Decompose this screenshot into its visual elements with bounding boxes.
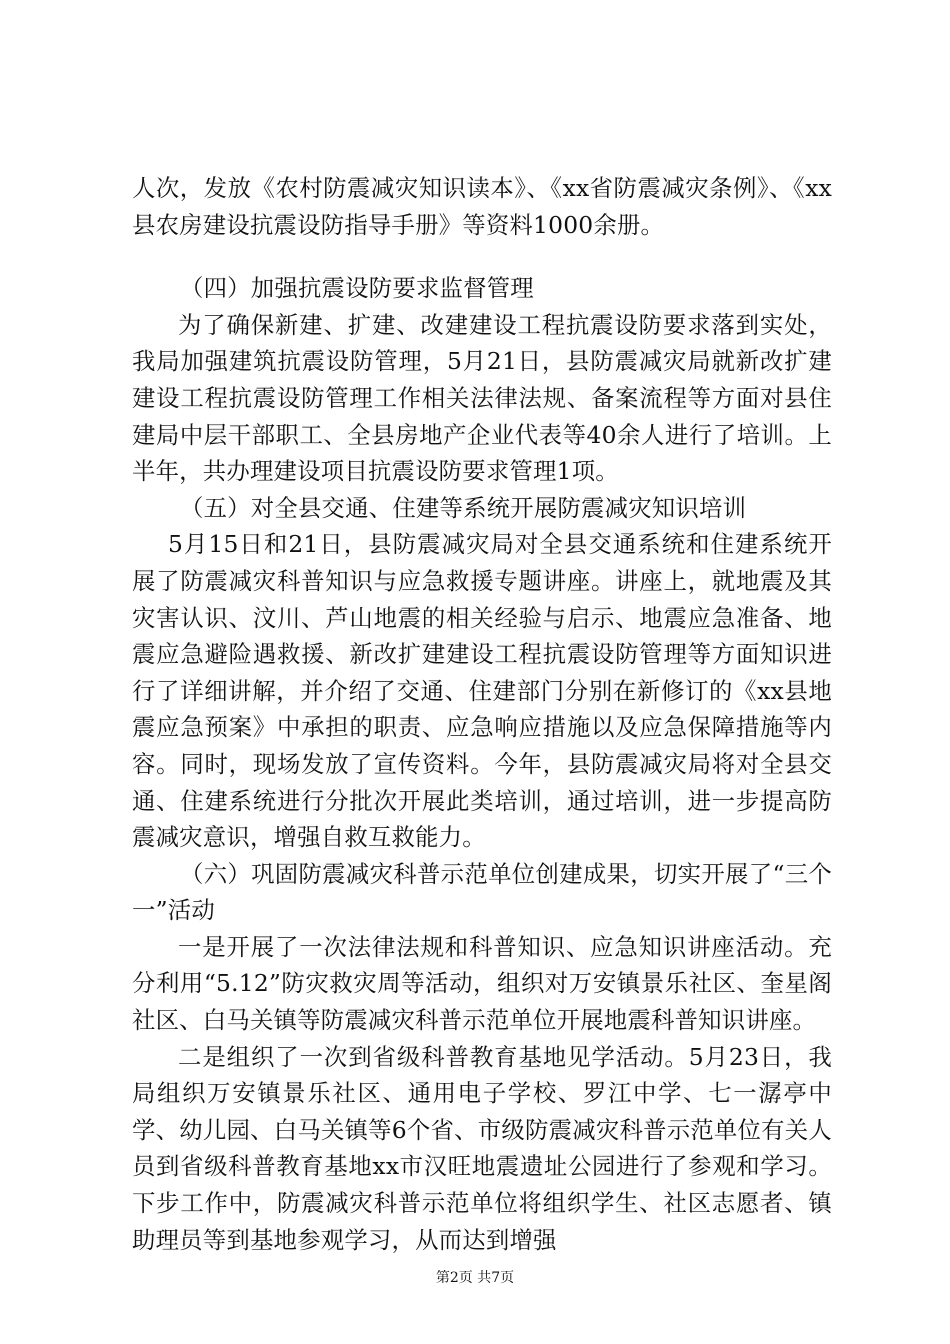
- paragraph-training: 5月15日和21日，县防震减灾局对全县交通系统和住建系统开展了防震减灾科普知识与应急救援专题讲座。讲座上，就地震及其灾害认识、汶川、芦山地震的相关经验与启示、地震应急准备、地震应急避险遇救援、新改扩建建设工程抗震设防管理等方面知识进行了详细讲解，并介绍了交通、住建部门分别在新修订的《xx县地震应急预案》中承担的职责、应急响应措施以及应急保障措施等内容。同时，现场发放了宣传资料。今年，县防震减灾局将对全县交通、住建系统进行分批次开展此类培训，通过培训，进一步提高防震减灾意识，增强自救互救能力。: [132, 530, 832, 852]
- paragraph-gap: [132, 243, 832, 270]
- paragraph-seismic-management: 为了确保新建、扩建、改建建设工程抗震设防要求落到实处，我局加强建筑抗震设防管理，5月21日，县防震减灾局就新改扩建建设工程抗震设防管理工作相关法律法规、备案流程等方面对县住建局中层干部职工、全县房地产企业代表等40余人进行了培训。上半年，共办理建设项目抗震设防要求管理1项。: [132, 310, 832, 486]
- document-body: [132, 170, 832, 1258]
- section-heading-6: （六）巩固防震减灾科普示范单位创建成果，切实开展了“三个一”活动: [132, 859, 832, 925]
- paragraph-continuation: 人次，发放《农村防震减灾知识读本》、《xx省防震减灾条例》、《xx县农房建设抗震设防指导手册》等资料1000余册。: [132, 174, 832, 239]
- paragraph-second-activity: 二是组织了一次到省级科普教育基地见学活动。5月23日，我局组织万安镇景乐社区、通用电子学校、罗江中学、七一潺亭中学、幼儿园、白马关镇等6个省、市级防震减灾科普示范单位有关人员到省级科普教育基地xx市汉旺地震遗址公园进行了参观和学习。下步工作中，防震减灾科普示范单位将组织学生、社区志愿者、镇助理员等到基地参观学习，从而达到增强: [132, 1042, 832, 1254]
- section-heading-5: （五）对全县交通、住建等系统开展防震减灾知识培训: [180, 493, 747, 522]
- paragraph-first-activity: 一是开展了一次法律法规和科普知识、应急知识讲座活动。充分利用“5.12”防灾救灾周等活动，组织对万安镇景乐社区、奎星阁社区、白马关镇等防震减灾科普示范单位开展地震科普知识讲座。: [132, 932, 832, 1035]
- section-heading-4: （四）加强抗震设防要求监督管理: [180, 274, 534, 303]
- page-footer: 第2页 共7页: [435, 1270, 515, 1286]
